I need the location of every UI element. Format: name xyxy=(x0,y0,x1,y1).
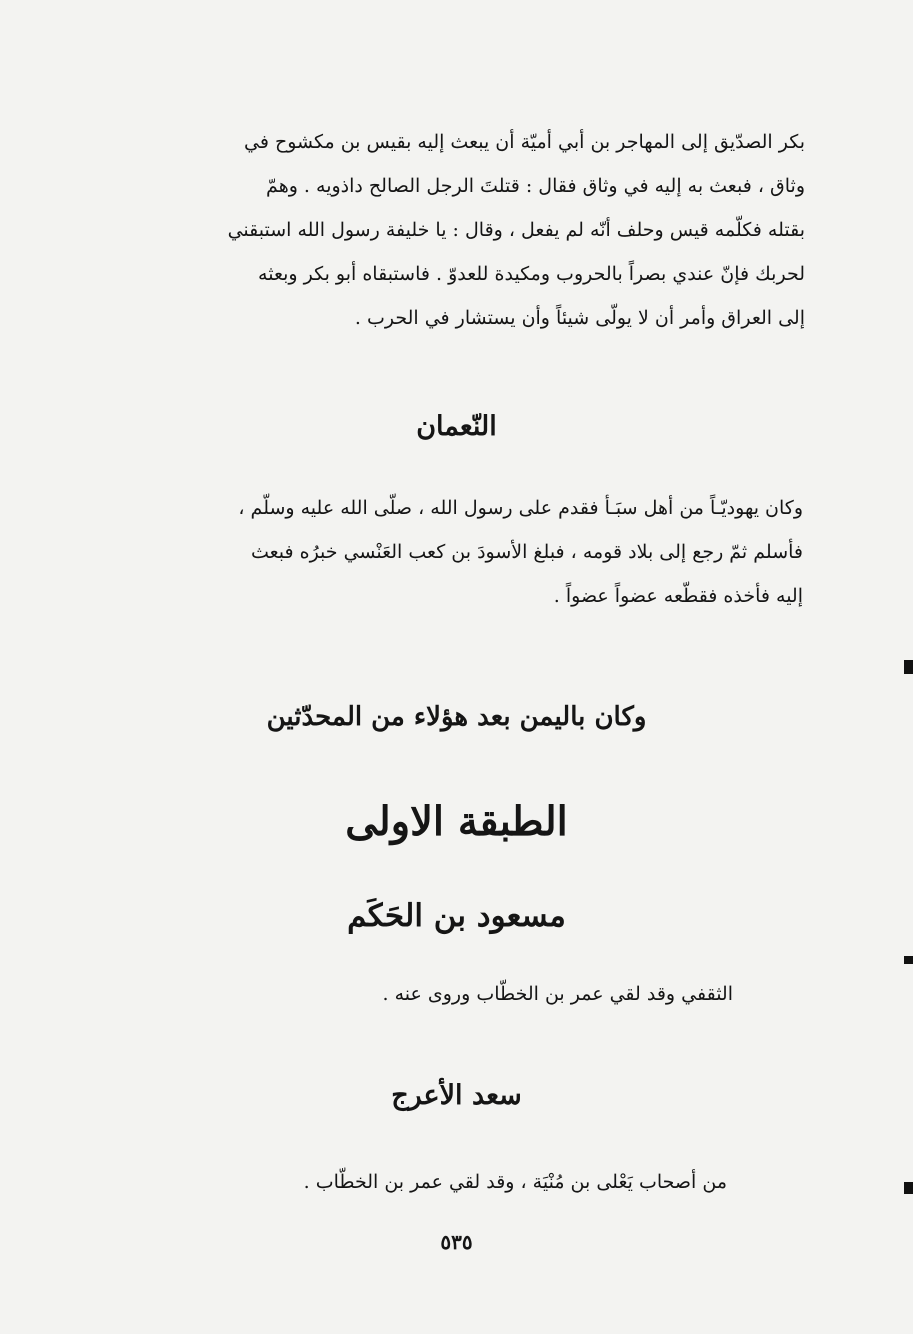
page-number: ٥٣٥ xyxy=(440,1230,473,1254)
section-title-masud: مسعود بن الحَكَم xyxy=(347,898,566,934)
tabaqa-title: الطبقة الاولى xyxy=(345,798,568,845)
paragraph-line: بكر الصدّيق إلى المهاجر بن أبي أميّة أن يبعث إليه بقيس بن مكشوح في xyxy=(244,131,805,153)
paragraph-line: بقتله فكلّمه قيس وحلف أنّه لم يفعل ، وقال : يا خليفة رسول الله استبقني xyxy=(227,219,805,241)
saad-text: من أصحاب يَعْلى بن مُنْيَة ، وقد لقي عمر بن الخطّاب . xyxy=(303,1171,727,1193)
section-title-numan: النّعمان xyxy=(416,411,497,442)
scan-edge-mark xyxy=(904,956,913,964)
paragraph-line: وثاق ، فبعث به إليه في وثاق فقال : قتلتَ الرجل الصالح داذويه . وهمّ xyxy=(266,175,805,197)
top-paragraph xyxy=(109,120,805,340)
scan-edge-mark xyxy=(904,1182,913,1194)
paragraph-line: لحربك فإنّ عندي بصراً بالحروب ومكيدة للعدوّ . فاستبقاه أبو بكر وبعثه xyxy=(258,263,805,285)
subheading: وكان باليمن بعد هؤلاء من المحدّثين xyxy=(266,702,647,732)
paragraph-line: فأسلم ثمّ رجع إلى بلاد قومه ، فبلغ الأسودَ بن كعب العَنْسي خبرُه فبعث xyxy=(250,541,803,563)
masud-text: الثقفي وقد لقي عمر بن الخطّاب وروى عنه . xyxy=(382,983,733,1005)
paragraph-line: وكان يهوديّـاً من أهل سبَـأ فقدم على رسول الله ، صلّى الله عليه وسلّم ، xyxy=(238,497,803,519)
section-title-saad: سعد الأعرج xyxy=(391,1080,522,1111)
scan-edge-mark xyxy=(904,660,913,674)
paragraph-line: إلى العراق وأمر أن لا يولّى شيئاً وأن يستشار في الحرب . xyxy=(354,307,805,329)
numan-paragraph xyxy=(107,486,803,618)
paragraph-line: إليه فأخذه فقطّعه عضواً عضواً . xyxy=(553,585,803,607)
